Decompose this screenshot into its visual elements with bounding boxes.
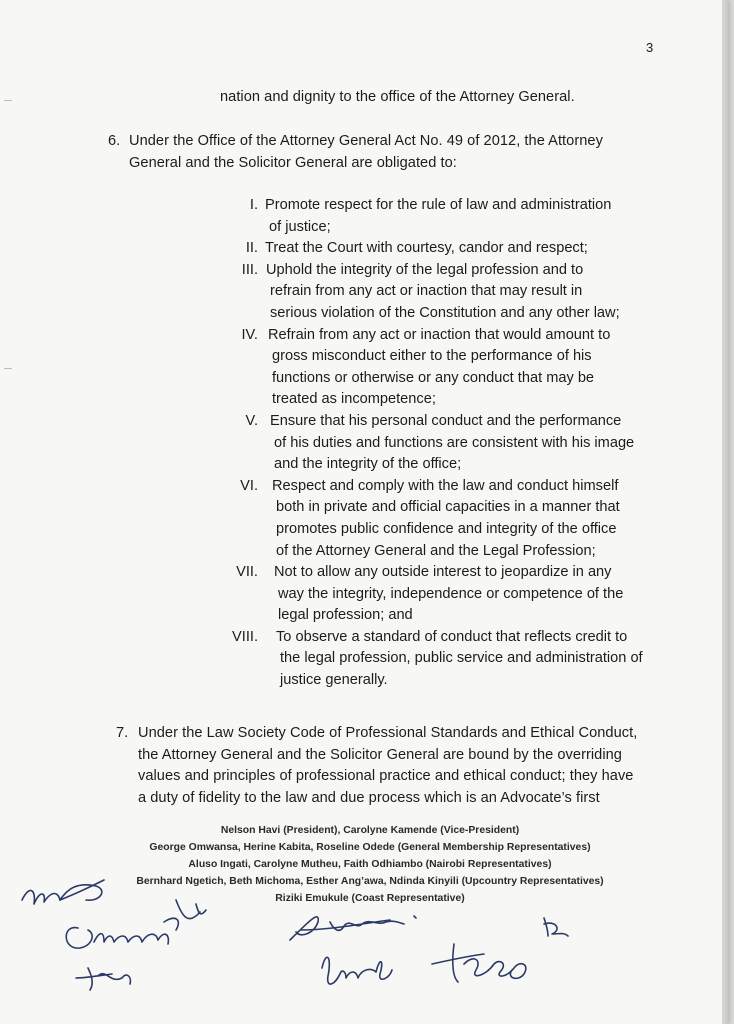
list-item xyxy=(220,411,665,476)
list-numeral: II. xyxy=(245,240,258,257)
list-numeral: I. xyxy=(249,197,258,213)
list-item xyxy=(220,195,665,238)
signature-mark xyxy=(60,880,104,900)
list-line: serious violation of the Constitution and any other law; xyxy=(270,304,620,321)
paragraph-7 xyxy=(116,723,686,809)
list-numeral: III. xyxy=(241,261,258,278)
margin-mark xyxy=(4,100,12,101)
list-line: functions or otherwise or any conduct that may be xyxy=(272,369,595,386)
signatory-line: George Omwansa, Herine Kabita, Roseline Odede (General Membership Representatives) xyxy=(149,842,591,853)
list-line: both in private and official capacities in a manner that xyxy=(276,499,620,516)
signatory-line: Nelson Havi (President), Carolyne Kamende (Vice-President) xyxy=(220,825,520,836)
signatory-line: Bernhard Ngetich, Beth Michoma, Esther Ang’awa, Ndinda Kinyili (Upcountry Representatives) xyxy=(136,876,604,887)
list-item xyxy=(220,325,665,411)
paragraph-number: 7. xyxy=(116,725,129,741)
paragraph-6 xyxy=(108,131,678,174)
list-numeral: VII. xyxy=(236,564,258,581)
list-line: Respect and comply with the law and conduct himself xyxy=(272,477,619,494)
list-item xyxy=(220,562,665,627)
signature-mark xyxy=(164,900,206,930)
list-item xyxy=(220,238,665,260)
signature-mark xyxy=(432,944,526,982)
list-item xyxy=(220,260,665,325)
margin-mark xyxy=(4,368,12,369)
list-line: of the Attorney General and the Legal Profession; xyxy=(276,542,596,559)
list-line: Refrain from any act or inaction that would amount to xyxy=(268,326,611,343)
list-line: treated as incompetence; xyxy=(272,391,436,408)
signature-mark xyxy=(76,968,130,990)
list-line: and the integrity of the office; xyxy=(274,456,462,473)
continuation-line: nation and dignity to the office of the Attorney General. xyxy=(220,89,575,105)
list-line: To observe a standard of conduct that reflects credit to xyxy=(276,628,628,645)
list-line: Uphold the integrity of the legal profession and to xyxy=(266,261,584,278)
paragraph-line: a duty of fidelity to the law and due process which is an Advocate’s first xyxy=(138,789,600,806)
list-line: gross misconduct either to the performance of his xyxy=(272,348,592,365)
list-line: of his duties and functions are consistent with his image xyxy=(274,434,635,451)
list-line: Treat the Court with courtesy, candor and respect; xyxy=(265,240,588,257)
list-line: Not to allow any outside interest to jeopardize in any xyxy=(274,564,612,581)
signature-mark xyxy=(414,916,416,918)
signature-mark xyxy=(322,957,392,984)
list-line: Promote respect for the rule of law and administration xyxy=(265,197,612,213)
paragraph-line: General and the Solicitor General are obligated to: xyxy=(129,154,457,171)
list-numeral: V. xyxy=(245,412,258,429)
page-number: 3 xyxy=(646,40,654,55)
obligations-list xyxy=(220,195,665,692)
signature-mark xyxy=(544,918,568,936)
list-line: refrain from any act or inaction that may result in xyxy=(270,283,583,300)
paragraph-line: Under the Office of the Attorney General Act No. 49 of 2012, the Attorney xyxy=(129,133,603,149)
paragraph-line: Under the Law Society Code of Professional Standards and Ethical Conduct, xyxy=(138,725,638,741)
list-item xyxy=(220,627,665,692)
signature-mark xyxy=(290,917,404,940)
paragraph-line: the Attorney General and the Solicitor General are bound by the overriding xyxy=(138,746,622,763)
paragraph-text xyxy=(129,131,678,174)
list-numeral: IV. xyxy=(241,326,258,343)
list-line: of justice; xyxy=(269,218,331,235)
list-line: Ensure that his personal conduct and the performance xyxy=(270,412,622,429)
list-numeral: VIII. xyxy=(232,628,258,645)
list-numeral: VI. xyxy=(240,477,258,494)
list-line: way the integrity, independence or competence of the xyxy=(278,585,624,602)
list-line: legal profession; and xyxy=(278,607,413,624)
list-line: justice generally. xyxy=(280,672,388,689)
paragraph-line: values and principles of professional practice and ethical conduct; they have xyxy=(138,768,634,785)
signatory-line: Aluso Ingati, Carolyne Mutheu, Faith Odhiambo (Nairobi Representatives) xyxy=(188,859,552,870)
paragraph-number: 6. xyxy=(108,133,121,149)
list-line: promotes public confidence and integrity of the office xyxy=(276,520,617,537)
signature-mark xyxy=(66,928,168,949)
list-line: the legal profession, public service and administration of xyxy=(280,650,643,667)
signatory-line: Riziki Emukule (Coast Representative) xyxy=(275,893,465,904)
paragraph-text xyxy=(138,723,686,809)
handwritten-signatures xyxy=(0,860,728,1024)
list-item xyxy=(220,476,665,562)
